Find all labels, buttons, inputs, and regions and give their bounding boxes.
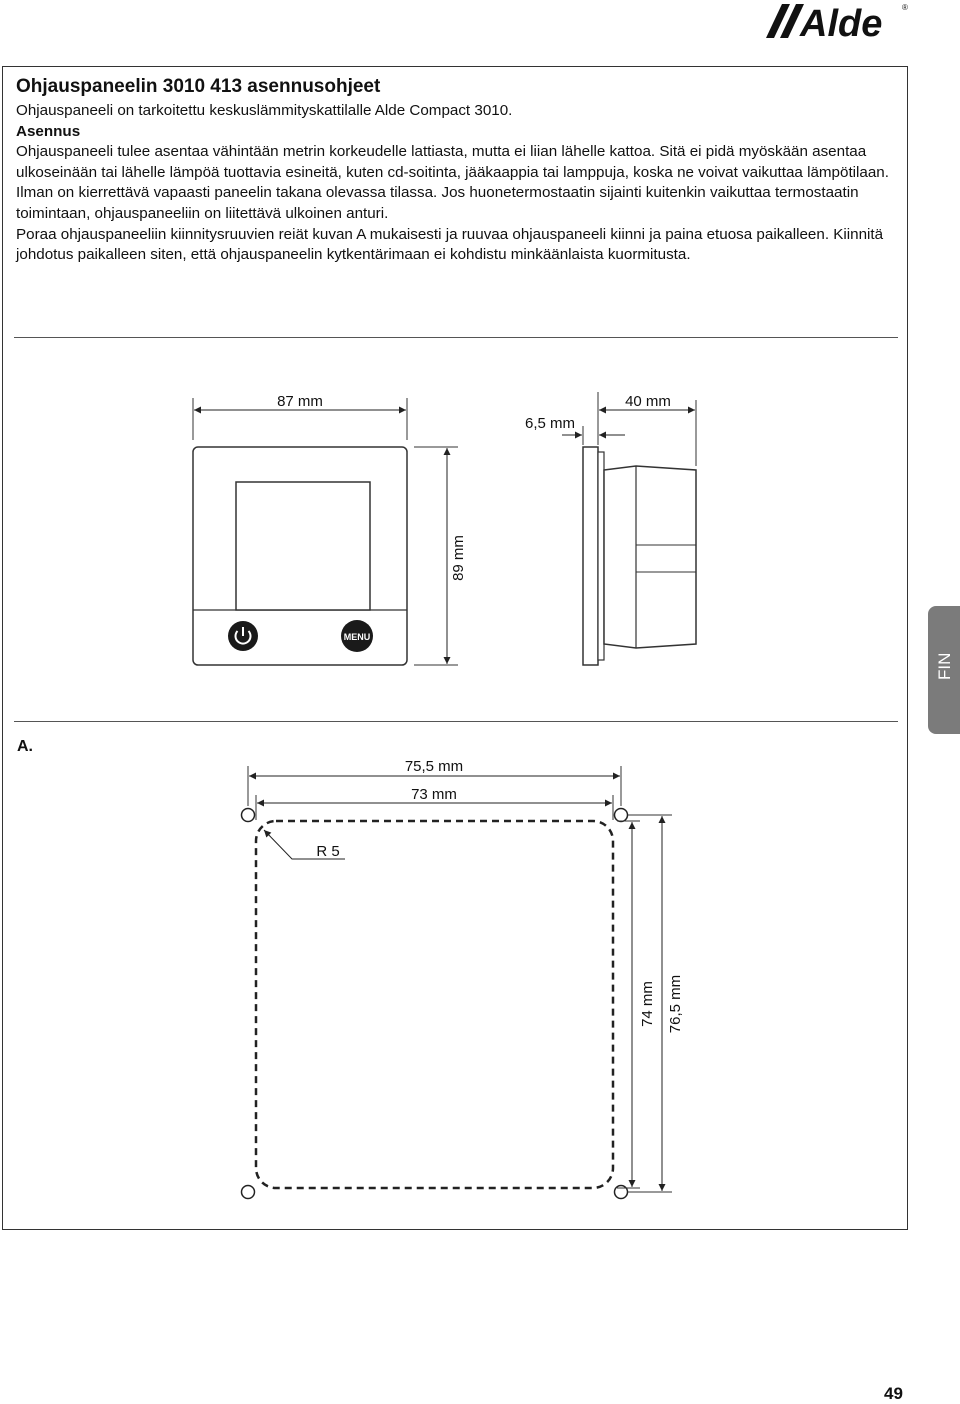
screw-hole-top-right [615,809,628,822]
radius-label: R 5 [316,843,340,860]
dimension-depth [598,392,696,466]
screw-hole-bottom-left [242,1186,255,1199]
dimension-width [193,393,407,440]
figure-label: A. [17,738,33,755]
intro-paragraph: Ohjauspaneeli on tarkoitettu keskuslämmityskattilalle Alde Compact 3010. [16,102,513,119]
panel-front-view [193,447,407,665]
height-label: 89 mm [450,535,467,581]
menu-button-icon [341,620,373,652]
dimension-inner-height [617,821,656,1188]
width-label: 87 mm [277,393,323,410]
power-icon [228,621,258,651]
installation-paragraph-2: Poraa ohjauspaneeliin kiinnitysruuvien reiät kuvan A mukaisesti ja ruuvaa ohjauspaneeli kiinni ja paina etuosa paikalleen. Kiinnitä johdotus paikalleen siten, että ohjauspaneelin kytkentärimaan ei kohdistu minkäänlaista kuormitusta. [16,225,884,264]
registered-mark: ® [902,3,908,12]
language-tab-label: FIN [935,652,954,680]
dimension-front-thickness [525,415,625,445]
inner-height-label: 74 mm [639,981,656,1027]
menu-button-label: MENU [343,632,371,642]
panel-side-view [583,447,696,665]
page-title: Ohjauspaneelin 3010 413 asennusohjeet [16,76,381,97]
page-number: 49 [884,1384,903,1403]
mounting-template [242,809,628,1199]
outer-height-label: 76,5 mm [667,974,684,1034]
screw-hole-top-left [242,809,255,822]
depth-label: 40 mm [625,393,671,410]
logo-text: Alde [800,3,883,42]
front-thickness-label: 6,5 mm [524,415,576,432]
installation-paragraph-1: Ohjauspaneeli tulee asentaa vähintään metrin korkeudelle lattiasta, mutta ei liian lähelle kattoa. Sitä ei pidä myöskään asentaa ulkoseinään tai lähelle lämpöä tuottavia esineitä, kuten cd-soitinta, jääkaappia tai lamppuja, koska ne voivat vaikuttaa lämpötilaan. Ilman on kierrettävä vapaasti paneelin takana olevassa tilassa. Jos huonetermostaatin sijainti kuitenkin vaikuttaa termostaatin toimintaan, ohjauspaneeliin on liitettävä ulkoinen anturi. [16,143,889,222]
dimension-radius [264,830,345,860]
section-heading: Asennus [16,122,81,140]
outer-width-label: 75,5 mm [404,758,464,775]
dimension-inner-width [256,786,613,820]
dimension-outer-height [628,815,684,1192]
screw-hole-bottom-right [615,1186,628,1199]
inner-width-label: 73 mm [411,786,457,803]
dimension-height [414,447,467,665]
